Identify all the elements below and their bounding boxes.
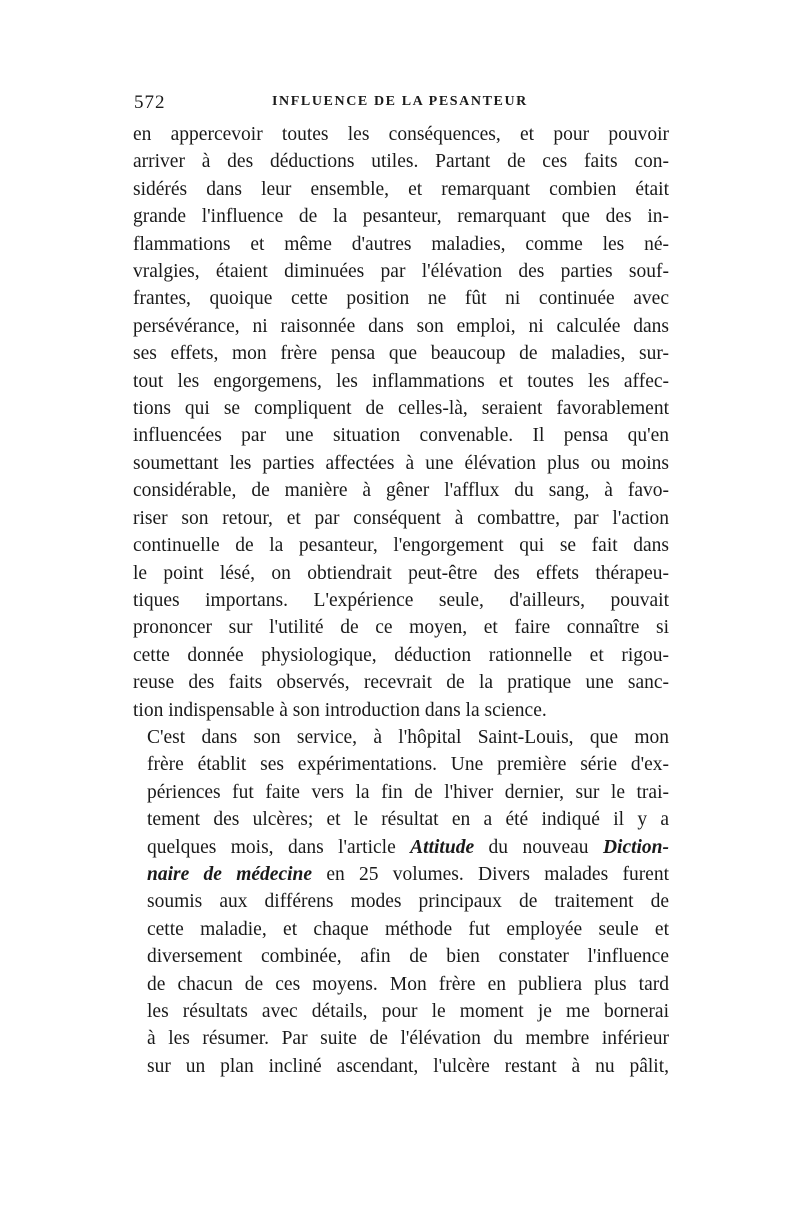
text-line: arriver à des déductions utiles. Partant de ces faits con-	[133, 151, 669, 173]
text-line: flammations et même d'autres maladies, comme les né-	[133, 233, 669, 255]
text-line: continuelle de la pesanteur, l'engorgement qui se fait dans	[133, 535, 669, 557]
text-run: quelques mois, dans l'article	[147, 836, 396, 858]
text-line: à les résumer. Par suite de l'élévation du membre inférieur	[147, 1028, 669, 1050]
text-line-with-citation	[133, 834, 669, 861]
text-line: en appercevoir toutes les conséquences, et pour pouvoir	[133, 124, 669, 145]
text-line: les résultats avec détails, pour le moment je me bornerai	[147, 1001, 669, 1022]
text-line: riser son retour, et par conséquent à combattre, par l'action	[133, 507, 669, 529]
running-head	[134, 92, 674, 116]
text-run: du nouveau	[488, 836, 589, 858]
text-line: diversement combinée, afin de bien constater l'influence	[147, 946, 669, 968]
text-line: tiques importans. L'expérience seule, d'ailleurs, pouvait	[133, 589, 669, 611]
text-line: tion indispensable à son introduction dans la science.	[133, 699, 547, 721]
page-number: 572	[134, 92, 166, 113]
text-line: persévérance, ni raisonnée dans son emploi, ni calculée dans	[133, 315, 669, 337]
text-line: reuse des faits observés, recevrait de la pratique une sanc-	[133, 672, 669, 694]
text-line: sidérés dans leur ensemble, et remarquant combien était	[133, 178, 669, 200]
text-line: soumettant les parties affectées à une élévation plus ou moins	[133, 452, 669, 474]
text-line: considérable, de manière à gêner l'afflux du sang, à favo-	[133, 480, 669, 502]
article-title: Attitude	[410, 836, 475, 858]
text-line: frère établit ses expérimentations. Une première série d'ex-	[147, 754, 669, 776]
running-title: INFLUENCE DE LA PESANTEUR	[272, 94, 528, 109]
text-line: prononcer sur l'utilité de ce moyen, et faire connaître si	[133, 617, 669, 639]
dictionary-title-part: Diction-	[602, 836, 670, 858]
text-line: sur un plan incliné ascendant, l'ulcère restant à nu pâlit,	[147, 1055, 669, 1077]
text-line: périences fut faite vers la fin de l'hiver dernier, sur le trai-	[147, 781, 669, 803]
dictionary-title-part: naire de médecine	[147, 863, 313, 885]
text-line: grande l'influence de la pesanteur, remarquant que des in-	[133, 206, 669, 228]
text-line: le point lésé, on obtiendrait peut-être des effets thérapeu-	[133, 562, 669, 584]
text-line-with-citation	[133, 861, 669, 888]
paragraph-1	[133, 121, 669, 724]
text-line: cette donnée physiologique, déduction rationnelle et rigou-	[133, 644, 669, 666]
text-line: tout les engorgemens, les inflammations et toutes les affec-	[133, 370, 669, 392]
text-line: tions qui se compliquent de celles-là, seraient favorablement	[133, 398, 669, 420]
text-line: de chacun de ces moyens. Mon frère en publiera plus tard	[147, 973, 669, 995]
text-line: tement des ulcères; et le résultat en a été indiqué il y a	[147, 809, 669, 831]
paragraph-2	[133, 724, 669, 1080]
body-text	[133, 121, 669, 1080]
text-line: cette maladie, et chaque méthode fut employée seule et	[147, 918, 669, 940]
text-line: soumis aux différens modes principaux de traitement de	[147, 891, 669, 913]
text-line: C'est dans son service, à l'hôpital Saint-Louis, que mon	[147, 726, 669, 748]
text-line: frantes, quoique cette position ne fût ni continuée avec	[133, 288, 669, 310]
text-line: vralgies, étaient diminuées par l'élévation des parties souf-	[133, 261, 669, 283]
text-run: en 25 volumes. Divers malades furent	[326, 863, 670, 885]
text-line: influencées par une situation convenable. Il pensa qu'en	[133, 425, 669, 447]
text-line: ses effets, mon frère pensa que beaucoup de maladies, sur-	[133, 343, 669, 365]
